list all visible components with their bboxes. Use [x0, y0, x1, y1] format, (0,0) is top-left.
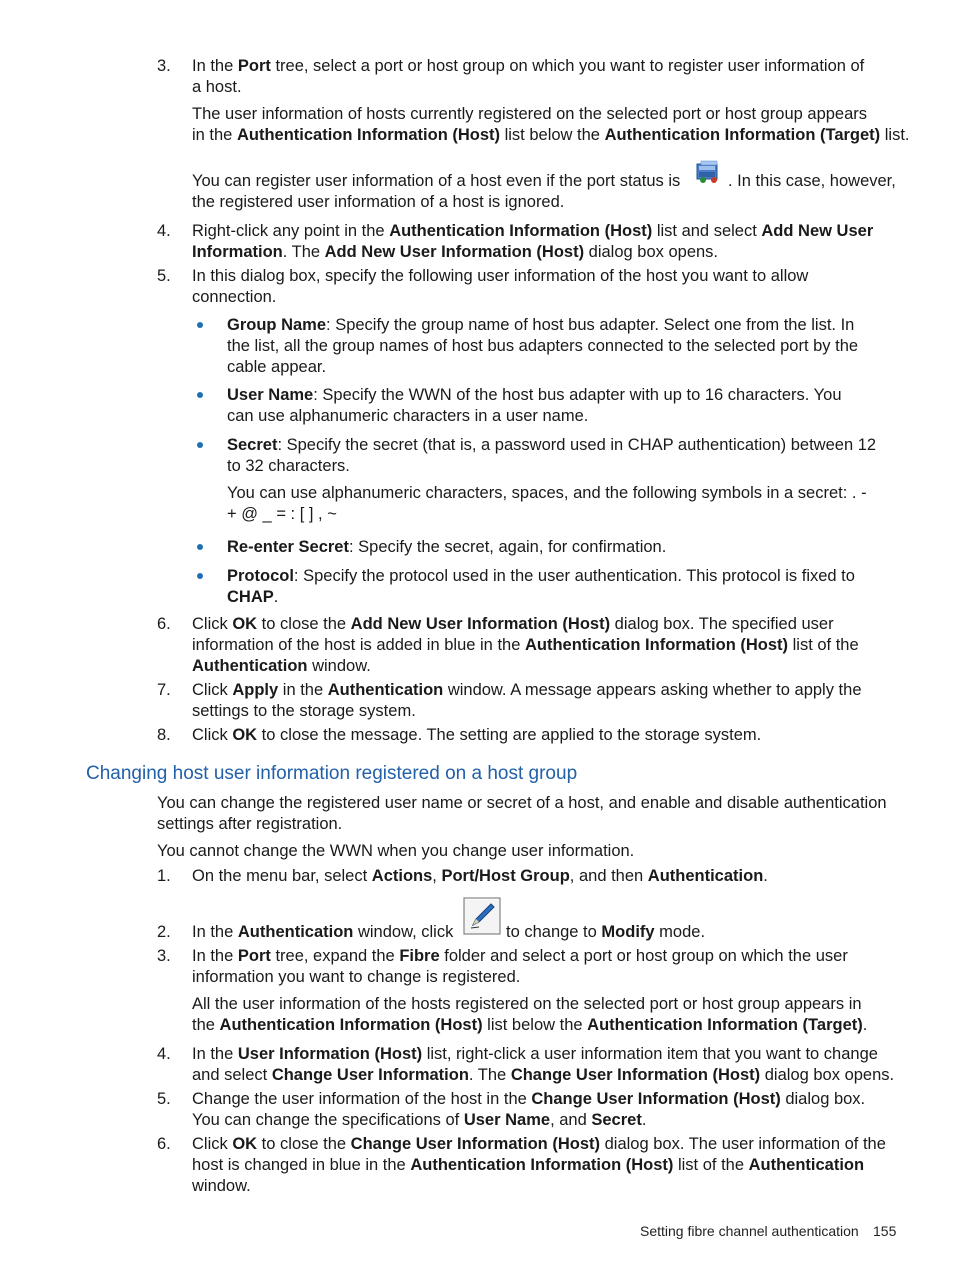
- bullet-group-name: cable appear.: [227, 358, 327, 376]
- modify-pen-icon: [463, 897, 501, 935]
- step-b4-line: In the User Information (Host) list, right-click a user information item that you want to change: [192, 1045, 878, 1063]
- step-3-line: In the Port tree, select a port or host group on which you want to register user information of: [192, 57, 865, 75]
- step-b6-line: Click OK to close the Change User Information (Host) dialog box. The user information of the: [192, 1135, 886, 1153]
- step-5-line: connection.: [192, 288, 277, 306]
- step-number: 8.: [157, 726, 171, 744]
- step-3-note: . In this case, however,: [728, 172, 896, 190]
- step-b4-line: and select Change User Information. The Change User Information (Host) dialog box opens.: [192, 1066, 895, 1084]
- bullet-secret: to 32 characters.: [227, 457, 350, 475]
- bullet-group-name: the list, all the group names of host bus adapters connected to the selected port by the: [227, 337, 859, 355]
- bullet-protocol: CHAP.: [227, 588, 279, 606]
- step-number: 5.: [157, 267, 171, 285]
- section-intro: settings after registration.: [157, 815, 343, 833]
- step-number: 6.: [157, 615, 171, 633]
- step-3-note: You can register user information of a host even if the port status is: [192, 172, 681, 190]
- bullet-reenter-secret: Re-enter Secret: Specify the secret, again, for confirmation.: [227, 538, 667, 556]
- step-b1-line: On the menu bar, select Actions, Port/Host Group, and then Authentication.: [192, 867, 768, 885]
- footer-section-title: Setting fibre channel authentication: [640, 1223, 859, 1239]
- bullet-secret-note: You can use alphanumeric characters, spaces, and the following symbols in a secret: . -: [227, 484, 867, 502]
- bullet-icon: [197, 392, 203, 398]
- step-number: 4.: [157, 222, 171, 240]
- step-number: 7.: [157, 681, 171, 699]
- bullet-icon: [197, 442, 203, 448]
- step-3-note: The user information of hosts currently registered on the selected port or host group appears: [192, 105, 868, 123]
- section-intro: You can change the registered user name or secret of a host, and enable and disable authentication: [157, 794, 887, 812]
- step-b6-line: host is changed in blue in the Authentication Information (Host) list of the Authentication: [192, 1156, 865, 1174]
- step-number: 5.: [157, 1090, 171, 1108]
- step-number: 3.: [157, 947, 171, 965]
- bullet-user-name: can use alphanumeric characters in a user name.: [227, 407, 589, 425]
- bullet-icon: [197, 322, 203, 328]
- port-status-icon: [695, 160, 723, 184]
- step-b5-line: You can change the specifications of User Name, and Secret.: [192, 1111, 647, 1129]
- step-b5-line: Change the user information of the host in the Change User Information (Host) dialog box.: [192, 1090, 866, 1108]
- bullet-icon: [197, 573, 203, 579]
- section-heading: Changing host user information registered on a host group: [86, 763, 578, 784]
- step-5-line: In this dialog box, specify the following user information of the host you want to allow: [192, 267, 809, 285]
- step-b3-note: the Authentication Information (Host) list below the Authentication Information (Target).: [192, 1016, 868, 1034]
- bullet-user-name: User Name: Specify the WWN of the host bus adapter with up to 16 characters. You: [227, 386, 842, 404]
- step-number: 1.: [157, 867, 171, 885]
- step-7-line: Click Apply in the Authentication window. A message appears asking whether to apply the: [192, 681, 862, 699]
- step-3-note: in the Authentication Information (Host) list below the Authentication Information (Target) list.: [192, 126, 910, 144]
- step-number: 3.: [157, 57, 171, 75]
- bullet-protocol: Protocol: Specify the protocol used in the user authentication. This protocol is fixed to: [227, 567, 855, 585]
- section-intro: You cannot change the WWN when you change user information.: [157, 842, 635, 860]
- step-4-line: Right-click any point in the Authentication Information (Host) list and select Add New User: [192, 222, 874, 240]
- step-6-line: information of the host is added in blue in the Authentication Information (Host) list of the: [192, 636, 859, 654]
- step-b3-note: All the user information of the hosts registered on the selected port or host group appears in: [192, 995, 862, 1013]
- step-b3-line: information you want to change is registered.: [192, 968, 521, 986]
- bullet-icon: [197, 544, 203, 550]
- step-3-line: a host.: [192, 78, 242, 96]
- step-b6-line: window.: [192, 1177, 251, 1195]
- step-number: 2.: [157, 923, 171, 941]
- step-6-line: Click OK to close the Add New User Information (Host) dialog box. The specified user: [192, 615, 834, 633]
- step-3-note: the registered user information of a host is ignored.: [192, 193, 565, 211]
- step-b3-line: In the Port tree, expand the Fibre folder and select a port or host group on which the user: [192, 947, 848, 965]
- step-7-line: settings to the storage system.: [192, 702, 416, 720]
- step-6-line: Authentication window.: [192, 657, 371, 675]
- step-8-line: Click OK to close the message. The setting are applied to the storage system.: [192, 726, 762, 744]
- step-number: 6.: [157, 1135, 171, 1153]
- step-b2-line: to change to Modify mode.: [506, 923, 706, 941]
- step-number: 4.: [157, 1045, 171, 1063]
- page-number: 155: [873, 1223, 897, 1239]
- bullet-group-name: Group Name: Specify the group name of host bus adapter. Select one from the list. In: [227, 316, 855, 334]
- step-4-line: Information. The Add New User Information (Host) dialog box opens.: [192, 243, 719, 261]
- step-b2-line: In the Authentication window, click: [192, 923, 454, 941]
- bullet-secret: Secret: Specify the secret (that is, a password used in CHAP authentication) between 12: [227, 436, 877, 454]
- bullet-secret-note: + @ _ = : [ ] , ~: [227, 505, 337, 523]
